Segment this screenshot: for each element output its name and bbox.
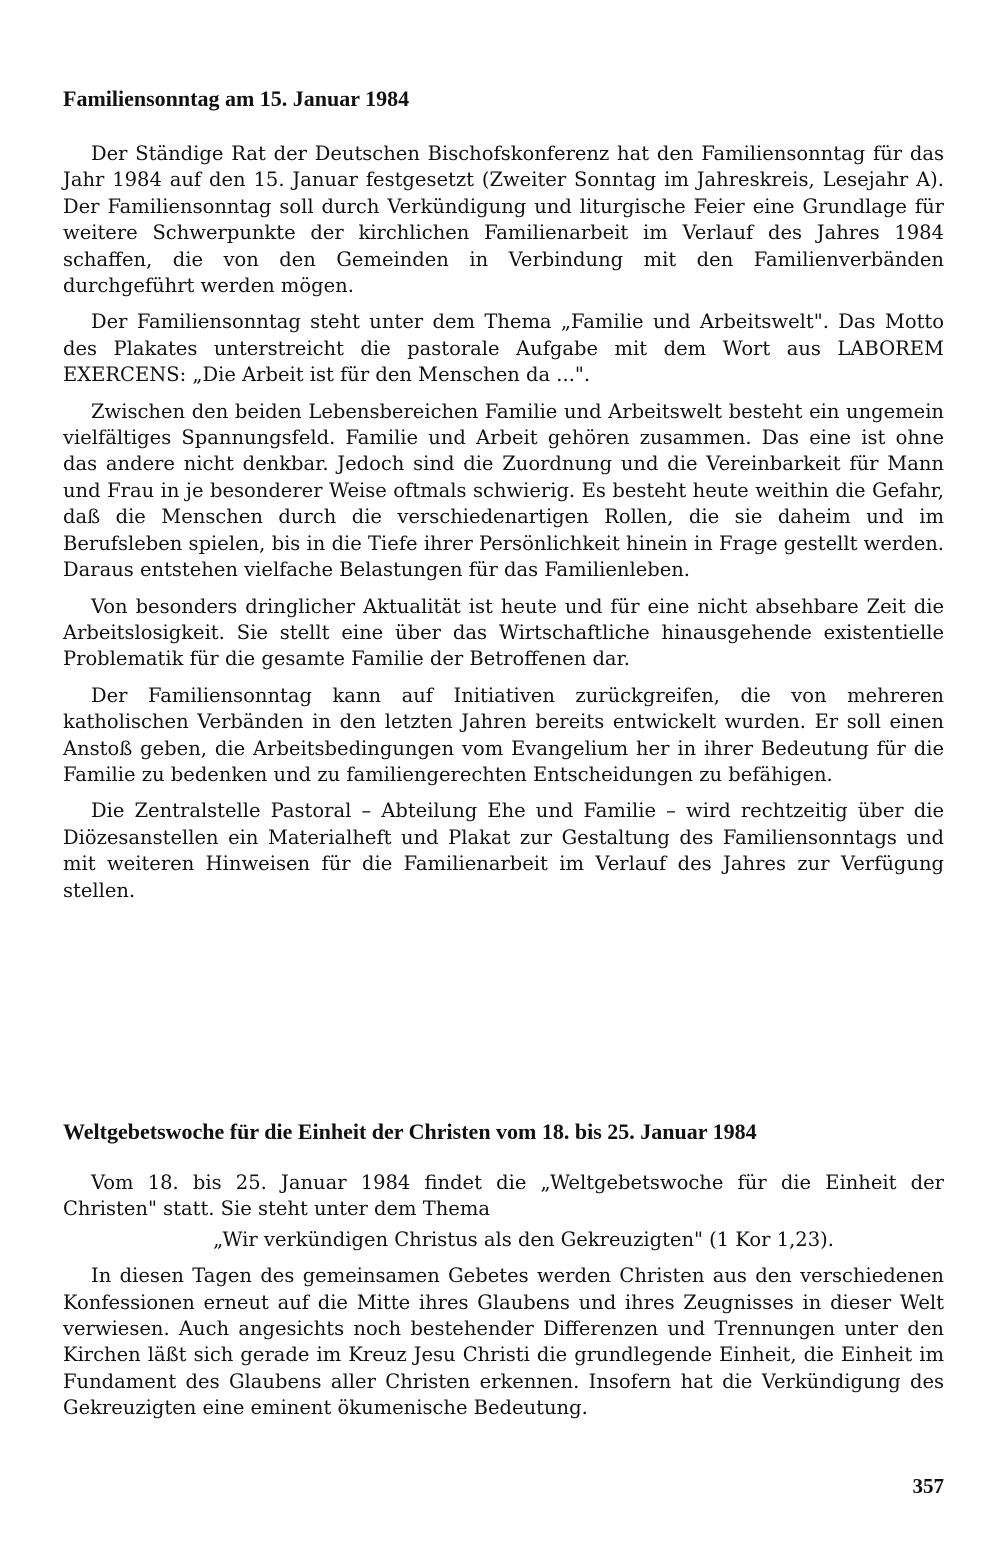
- section-heading-weltgebetswoche: Weltgebetswoche für die Einheit der Christen vom 18. bis 25. Januar 1984: [63, 1119, 757, 1144]
- section-heading-familiensonntag: Familiensonntag am 15. Januar 1984: [63, 86, 410, 111]
- paragraph: Der Familiensonntag steht unter dem Thema „Familie und Arbeitswelt". Das Motto des Plakates unterstreicht die pastorale Aufgabe mit dem Wort aus LABOREM EXERCENS: „Die Arbeit ist für den Menschen da ...".: [63, 310, 944, 387]
- paragraph: Von besonders dringlicher Aktualität ist heute und für eine nicht absehbare Zeit die Arbeitslosigkeit. Sie stellt eine über das Wirtschaftliche hinausgehende existentielle Problematik für die gesamte Familie der Betroffenen dar.: [63, 594, 944, 671]
- page-number: 357: [912, 1474, 944, 1498]
- paragraph: Die Zentralstelle Pastoral – Abteilung Ehe und Familie – wird rechtzeitig über die Diözesanstellen ein Materialheft und Plakat zur Gestaltung des Familiensonntags und mit weiteren Hinweisen für die Familienarbeit im Verlauf des Jahres zur Verfügung stellen.: [63, 799, 944, 902]
- paragraph: Der Ständige Rat der Deutschen Bischofskonferenz hat den Familiensonntag für das Jahr 1984 auf den 15. Januar festgesetzt (Zweiter Sonntag im Jahreskreis, Lesejahr A). Der Familiensonntag soll durch Verkündigung und liturgische Feier eine Grundlage für weitere Schwerpunkte der kirchlichen Familienarbeit im Verlauf des Jahres 1984 schaffen, die von den Gemeinden in Verbindung mit den Familienverbänden durchgeführt werden mögen.: [63, 142, 944, 298]
- paragraph: Zwischen den beiden Lebensbereichen Familie und Arbeitswelt besteht ein ungemein vielfältiges Spannungsfeld. Familie und Arbeit gehören zusammen. Das eine ist ohne das andere nicht denkbar. Jedoch sind die Zuordnung und die Vereinbarkeit für Mann und Frau in je besonderer Weise oftmals schwierig. Es besteht heute weithin die Gefahr, daß die Menschen durch die verschiedenartigen Rollen, die sie daheim und im Berufsleben spielen, bis in die Tiefe ihrer Persönlichkeit hinein in Frage gestellt werden. Daraus entstehen vielfache Belastungen für das Familienleben.: [63, 399, 944, 582]
- section-body-weltgebetswoche: [63, 1170, 944, 1432]
- paragraph: Der Familiensonntag kann auf Initiativen zurückgreifen, die von mehreren katholischen Verbänden in den letzten Jahren bereits entwickelt wurden. Er soll einen Anstoß geben, die Arbeitsbedingungen vom Evangelium her in ihrer Bedeutung für die Familie zu bedenken und zu familiengerechten Entscheidungen zu befähigen.: [63, 683, 944, 786]
- theme-quote: „Wir verkündigen Christus als den Gekreuzigten" (1 Kor 1,23).: [213, 1227, 834, 1251]
- intro-paragraph: Vom 18. bis 25. Januar 1984 findet die „Weltgebetswoche für die Einheit der Christen" statt. Sie steht unter dem Thema: [63, 1171, 944, 1221]
- paragraph: In diesen Tagen des gemeinsamen Gebetes werden Christen aus den verschiedenen Konfessionen erneut auf die Mitte ihres Glaubens und ihres Zeugnisses in dieser Welt verwiesen. Auch angesichts noch bestehender Differenzen und Trennungen unter den Kirchen läßt sich gerade im Kreuz Jesu Christi die grundlegende Einheit, die Einheit im Fundament des Glaubens aller Christen erkennen. Insofern hat die Verkündigung des Gekreuzigten eine eminent ökumenische Bedeutung.: [63, 1264, 944, 1420]
- section-body-familiensonntag: [63, 141, 944, 914]
